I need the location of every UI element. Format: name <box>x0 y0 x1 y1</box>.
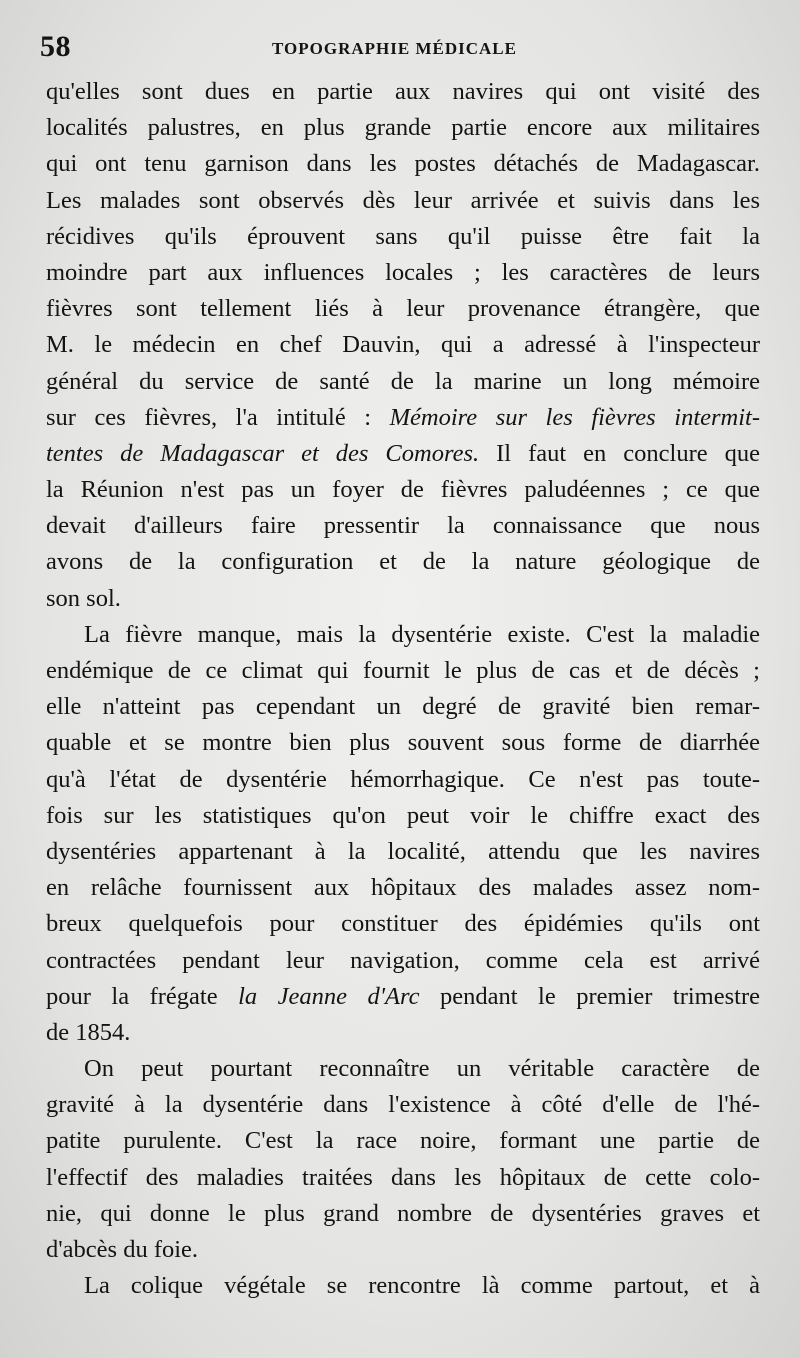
text-line: qui ont tenu garnison dans les postes détachés de Madagascar. <box>46 150 760 178</box>
text-line: contractées pendant leur navigation, comme cela est arrivé <box>46 946 760 974</box>
running-title: TOPOGRAPHIE MÉDICALE <box>272 39 517 58</box>
text-line: la Réunion n'est pas un foyer de fièvres paludéennes ; ce que <box>46 476 760 504</box>
text-line: localités palustres, en plus grande partie encore aux militaires <box>46 114 760 142</box>
text-line: gravité à la dysentérie dans l'existence à côté d'elle de l'hé- <box>46 1091 760 1119</box>
page-number: 58 <box>40 30 71 63</box>
text-line: fièvres sont tellement liés à leur provenance étrangère, que <box>46 295 760 323</box>
text-line: dysentéries appartenant à la localité, attendu que les navires <box>46 837 760 865</box>
italic-title: Mémoire sur les fièvres intermit- <box>389 403 760 431</box>
text-line: général du service de santé de la marine un long mémoire <box>46 367 760 395</box>
text-line: sur ces fièvres, l'a intitulé : Mémoire sur les fièvres intermit- <box>46 403 760 431</box>
text-line: moindre part aux influences locales ; les caractères de leurs <box>46 258 760 286</box>
text-line: tentes de Madagascar et des Comores. Il faut en conclure que <box>46 439 760 467</box>
text-line: quable et se montre bien plus souvent sous forme de diarrhée <box>46 729 760 757</box>
italic-ship-name: la Jeanne d'Arc <box>238 982 420 1010</box>
paragraph-end-line: d'abcès du foie. <box>46 1236 199 1263</box>
italic-title: tentes de Madagascar et des Comores. <box>46 439 480 467</box>
text-line: devait d'ailleurs faire pressentir la connaissance que nous <box>46 512 760 540</box>
text-line: breux quelquefois pour constituer des épidémies qu'ils ont <box>46 910 760 938</box>
text-line: fois sur les statistiques qu'on peut voir le chiffre exact des <box>46 801 760 829</box>
paragraph-end-line: de 1854. <box>46 1018 131 1046</box>
text-line: nie, qui donne le plus grand nombre de dysentéries graves et <box>46 1199 760 1227</box>
text-line: récidives qu'ils éprouvent sans qu'il puisse être fait la <box>46 222 760 250</box>
paragraph-start-line: La colique végétale se rencontre là comme partout, et à <box>84 1272 760 1300</box>
text-line: endémique de ce climat qui fournit le plus de cas et de décès ; <box>46 657 760 684</box>
paragraph-start-line: La fièvre manque, mais la dysentérie existe. C'est la maladie <box>84 620 760 648</box>
text-line: qu'elles sont dues en partie aux navires qui ont visité des <box>46 78 760 105</box>
page-header <box>40 30 760 64</box>
text-line: l'effectif des maladies traitées dans les hôpitaux de cette colo- <box>46 1163 760 1191</box>
text-line: pour la frégate la Jeanne d'Arc pendant le premier trimestre <box>46 982 760 1010</box>
text-line: patite purulente. C'est la race noire, formant une partie de <box>46 1127 760 1155</box>
text-line: M. le médecin en chef Dauvin, qui a adressé à l'inspecteur <box>46 331 760 359</box>
body-text <box>46 74 760 1304</box>
text-line: qu'à l'état de dysentérie hémorrhagique. Ce n'est pas toute- <box>46 765 760 793</box>
paragraph-start-line: On peut pourtant reconnaître un véritable caractère de <box>84 1055 760 1083</box>
text-line: Les malades sont observés dès leur arrivée et suivis dans les <box>46 186 760 214</box>
text-line: en relâche fournissent aux hôpitaux des malades assez nom- <box>46 874 760 902</box>
text-line: avons de la configuration et de la nature géologique de <box>46 548 760 576</box>
text-line: elle n'atteint pas cependant un degré de gravité bien remar- <box>46 693 760 721</box>
paragraph-end-line: son sol. <box>46 584 121 612</box>
